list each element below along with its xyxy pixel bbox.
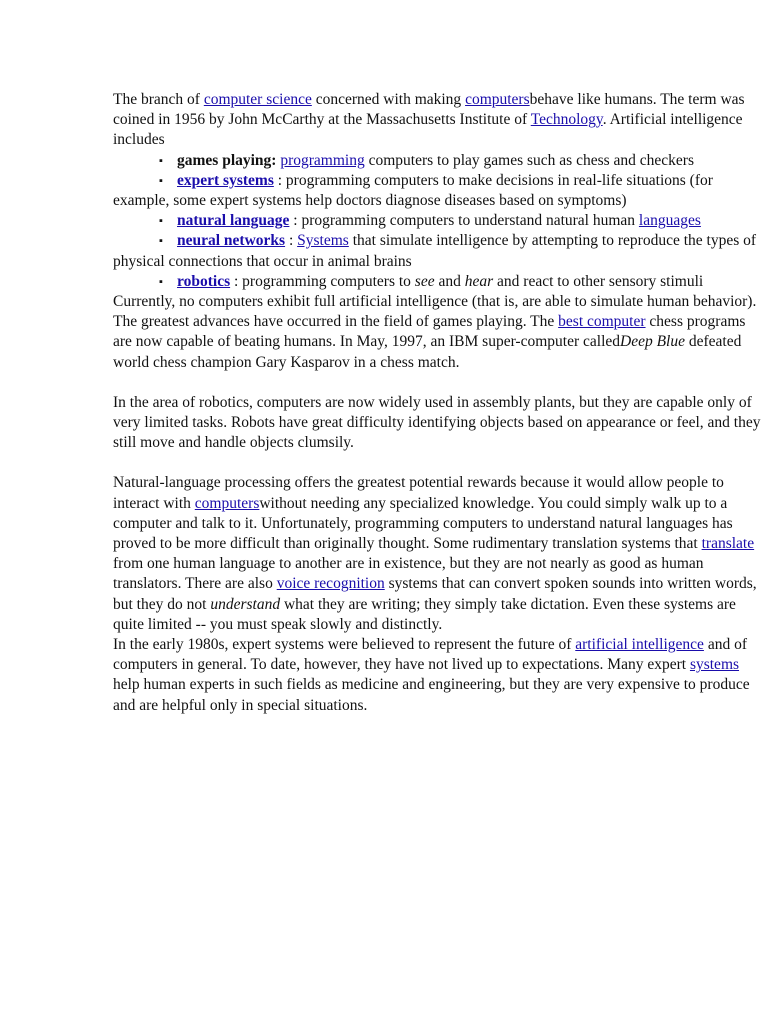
text: : (285, 232, 298, 250)
text: and of computers in general. To date, however, they have not lived up to expectations. Many expert (113, 636, 747, 674)
link-languages[interactable]: languages (638, 212, 701, 230)
text: what they are writing; they simply take dictation. Even these systems are quite limited -- you must speak slowly and distinctly. (113, 595, 736, 633)
list-item-robotics (113, 272, 763, 292)
text: behave like humans. The term was coined in 1956 by John McCarthy at the Massachusetts Institute of (113, 91, 745, 129)
text: : programming computers to make decisions in real-life situations (for example, some expert systems help doctors diagnose diseases based on symptoms) (113, 171, 713, 210)
text: . Artificial intelligence includes (113, 111, 743, 149)
list-item-natural-language (113, 211, 763, 231)
emphasis: see (414, 272, 435, 290)
link-artificial-intelligence[interactable]: artificial intelligence (575, 636, 704, 654)
ai-areas-list (113, 151, 763, 292)
text: defeated world chess champion Gary Kasparov in a chess match. (113, 333, 742, 371)
emphasis: hear (464, 272, 494, 290)
bullet-icon: ▪ (159, 275, 163, 288)
text: : programming computers to understand natural human (289, 212, 639, 230)
link-voice-recognition[interactable]: voice recognition (276, 575, 385, 593)
text: that simulate intelligence by attempting to reproduce the types of physical connections that occur in animal brains (113, 232, 757, 270)
text: Natural-language processing offers the greatest potential rewards because it would allow people to interact with (113, 474, 724, 512)
text: without needing any specialized knowledge. You could simply walk up to a computer and talk to it. Unfortunately, programming computers to understand natural languages has proved to be more difficult than originally thought. Some rudimentary translation systems that (113, 494, 733, 553)
list-item-games-playing (113, 151, 763, 171)
paragraph-current-state (113, 292, 763, 373)
text: and react to other sensory stimuli (493, 272, 704, 290)
bullet-icon: ▪ (159, 215, 163, 228)
list-item-neural-networks (113, 231, 763, 271)
bullet-icon: ▪ (159, 235, 163, 248)
link-computers[interactable]: computers (465, 91, 530, 108)
text: The branch of (113, 91, 204, 108)
list-item-expert-systems (113, 171, 763, 211)
link-computer-science[interactable]: computer science (203, 91, 312, 108)
link-natural-language[interactable]: natural language (177, 212, 290, 230)
link-systems[interactable]: systems (689, 656, 740, 674)
text: computers to play games such as chess and checkers (364, 151, 694, 169)
text: chess programs are now capable of beating humans. In May, 1997, an IBM super-computer called (113, 313, 746, 351)
link-translate[interactable]: translate (701, 535, 755, 553)
spacer (113, 373, 763, 393)
link-computers[interactable]: computers (194, 494, 260, 512)
document-body (113, 90, 763, 716)
paragraph-robotics (113, 393, 763, 454)
bullet-heading: games playing: (177, 151, 277, 169)
text: In the area of robotics, computers are now widely used in assembly plants, but they are capable only of very limited tasks. Robots have great difficulty identifying objects based on appearance or feel, and they still move and handle objects clumsily. (113, 393, 761, 452)
spacer (113, 453, 763, 473)
link-expert-systems[interactable]: expert systems (177, 171, 274, 189)
paragraph-expert-systems (113, 635, 763, 716)
intro-paragraph (113, 90, 763, 151)
text: help human experts in such fields as medicine and engineering, but they are very expensive to produce and are helpful only in special situations. (113, 676, 750, 714)
bullet-icon: ▪ (159, 154, 163, 167)
emphasis: Deep Blue (620, 333, 685, 351)
text: from one human language to another are in existence, but they are not nearly as good as human translators. There are also (113, 555, 704, 593)
emphasis: understand (210, 595, 281, 613)
link-neural-networks[interactable]: neural networks (177, 232, 286, 250)
text: systems that can convert spoken sounds into written words, but they do not (113, 575, 757, 613)
text: : programming computers to (230, 272, 415, 290)
text: In the early 1980s, expert systems were believed to represent the future of (113, 636, 576, 654)
link-robotics[interactable]: robotics (177, 272, 231, 290)
link-technology[interactable]: Technology (530, 111, 603, 129)
link-best-computer[interactable]: best computer (558, 313, 646, 331)
text: Currently, no computers exhibit full artificial intelligence (that is, are able to simulate human behavior). The greatest advances have occurred in the field of games playing. The (113, 293, 757, 331)
bullet-icon: ▪ (159, 174, 163, 187)
text: and (434, 272, 465, 290)
text: concerned with making (311, 91, 466, 108)
link-programming[interactable]: programming (280, 151, 365, 169)
paragraph-natural-language (113, 473, 763, 635)
link-systems[interactable]: Systems (297, 232, 349, 250)
